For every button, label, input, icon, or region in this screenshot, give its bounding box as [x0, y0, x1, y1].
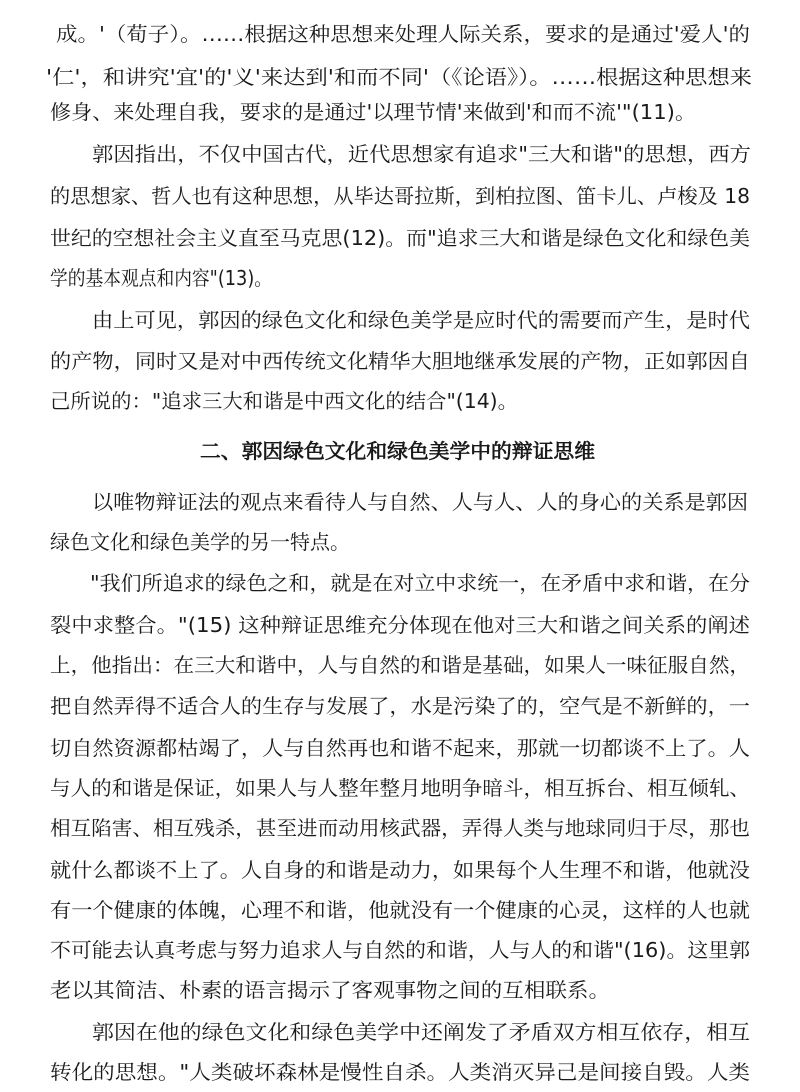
text-line: 上，他指出：在三大和谐中，人与自然的和谐是基础，如果人一味征服自然， — [50, 653, 750, 677]
text-line: 不可能去认真考虑与努力追求人与自然的和谐，人与人的和谐"(16)。这里郭 — [50, 938, 750, 962]
text-line: 学的基本观点和内容"(13)。 — [50, 266, 272, 290]
text-line: 绿色文化和绿色美学的另一特点。 — [50, 530, 350, 554]
text-line: 郭因在他的绿色文化和绿色美学中还阐发了矛盾双方相互依存，相互 — [92, 1020, 750, 1044]
text-line: 裂中求整合。"(15) 这种辩证思维充分体现在他对三大和谐之间关系的阐述 — [50, 613, 750, 637]
text-line: 与人的和谐是保证，如果人与人整年整月地明争暗斗，相互拆台、相互倾轧、 — [50, 776, 750, 800]
text-line: 世纪的空想社会主义直至马克思(12)。而"追求三大和谐是绿色文化和绿色美 — [50, 226, 750, 250]
section-heading: 二、郭因绿色文化和绿色美学中的辩证思维 — [200, 439, 595, 463]
text-line: 把自然弄得不适合人的生存与发展了，水是污染了的，空气是不新鲜的，一 — [50, 694, 750, 718]
text-line: 的思想家、哲人也有这种思想，从毕达哥拉斯，到柏拉图、笛卡儿、卢梭及 18 — [50, 184, 750, 208]
text-line: "我们所追求的绿色之和，就是在对立中求统一，在矛盾中求和谐，在分 — [90, 571, 750, 595]
text-line: 修身、来处理自我，要求的是通过'以理节情'来做到'和而不流'"(11)。 — [50, 100, 696, 124]
text-line: 就什么都谈不上了。人自身的和谐是动力，如果每个人生理不和谐，他就没 — [50, 858, 750, 882]
text-line: 以唯物辩证法的观点来看待人与自然、人与人、人的身心的关系是郭因 — [92, 490, 748, 514]
text-line: 老以其简洁、朴素的语言揭示了客观事物之间的互相联系。 — [50, 978, 610, 1002]
text-line: 转化的思想。"人类破坏森林是慢性自杀。人类消灭异己是间接自毁。人类 — [50, 1060, 750, 1084]
text-line: 成。'（荀子）。……根据这种思想来处理人际关系，要求的是通过'爱人'的 — [56, 22, 750, 46]
text-line: 的产物，同时又是对中西传统文化精华大胆地继承发展的产物，正如郭因自 — [50, 349, 750, 373]
text-line: '仁'，和讲究'宜'的'义'来达到'和而不同'（《论语》）。……根据这种思想来 — [46, 65, 752, 89]
text-line: 己所说的："追求三大和谐是中西文化的结合"(14)。 — [50, 389, 518, 413]
text-line: 有一个健康的体魄，心理不和谐，他就没有一个健康的心灵，这样的人也就 — [50, 898, 750, 922]
text-line: 切自然资源都枯竭了，人与自然再也和谐不起来，那就一切都谈不上了。人 — [50, 736, 750, 760]
text-line: 由上可见，郭因的绿色文化和绿色美学是应时代的需要而产生，是时代 — [92, 308, 750, 332]
text-line: 郭因指出，不仅中国古代，近代思想家有追求"三大和谐"的思想，西方 — [92, 142, 751, 166]
text-line: 相互陷害、相互残杀，甚至进而动用核武器，弄得人类与地球同归于尽，那也 — [50, 816, 750, 840]
